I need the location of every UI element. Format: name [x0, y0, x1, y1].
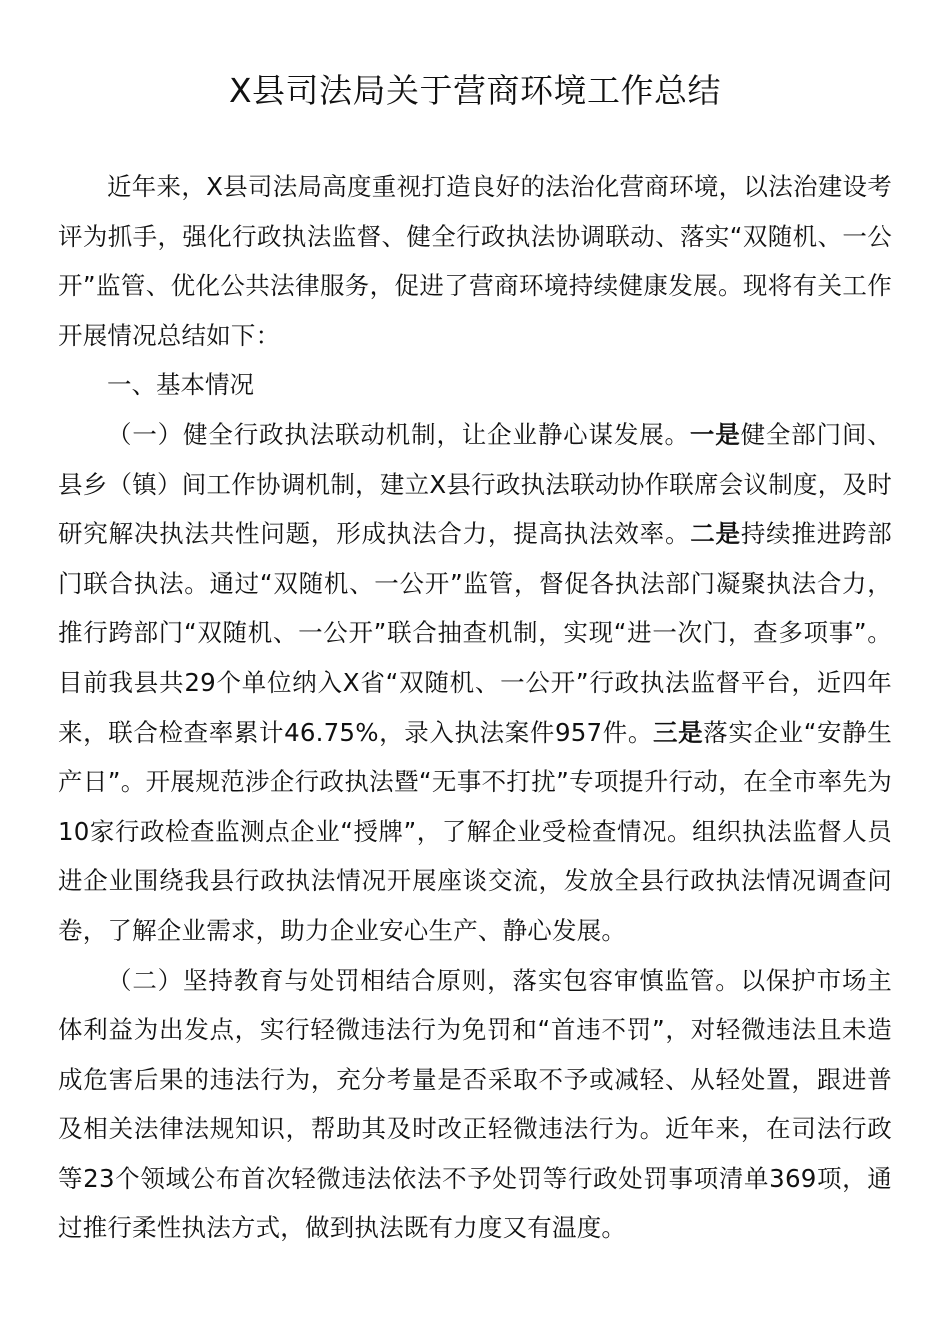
marker-second: 二是 — [690, 519, 741, 549]
paragraph-text-third: 落实企业“安静生产日”。开展规范涉企行政执法暨“无事不打扰”专项提升行动，在全市率先为10家行政检查监测点企业“授牌”，了解企业受检查情况。组织执法监督人员进企业围绕我县行政执法情况开展座谈交流，发放全县行政执法情况调查问卷，了解企业需求，助力企业安心生产、静心发展。 — [58, 717, 892, 945]
paragraph-lead: （一）健全行政执法联动机制，让企业静心谋发展。 — [107, 419, 690, 449]
paragraph-inclusive-supervision: （二）坚持教育与处罚相结合原则，落实包容审慎监管。以保护市场主体利益为出发点，实行轻微违法行为免罚和“首违不罚”，对轻微违法且未造成危害后果的违法行为，充分考量是否采取不予或减轻、从轻处置，跟进普及相关法律法规知识，帮助其及时改正轻微违法行为。近年来，在司法行政等23个领域公布首次轻微违法依法不予处罚等行政处罚事项清单369项，通过推行柔性执法方式，做到执法既有力度又有温度。 — [58, 965, 892, 1243]
document-body — [58, 162, 892, 1253]
section-heading-basic-situation: 一、基本情况 — [107, 370, 254, 400]
paragraph-text-second: 持续推进跨部门联合执法。通过“双随机、一公开”监管，督促各执法部门凝聚执法合力，推行跨部门“双随机、一公开”联合抽查机制，实现“进一次门，查多项事”。目前我县共29个单位纳入X省“双随机、一公开”行政执法监督平台，近四年来，联合检查率累计46.75%，录入执法案件957件。 — [58, 519, 893, 747]
document-title: X县司法局关于营商环境工作总结 — [228, 71, 722, 110]
intro-paragraph: 近年来，X县司法局高度重视打造良好的法治化营商环境，以法治建设考评为抓手，强化行政执法监督、健全行政执法协调联动、落实“双随机、一公开”监管、优化公共法律服务，促进了营商环境持续健康发展。现将有关工作开展情况总结如下： — [58, 172, 892, 350]
marker-first: 一是 — [689, 419, 741, 449]
paragraph-linkage-mechanism — [58, 410, 892, 956]
marker-third: 三是 — [653, 717, 704, 747]
paragraph-text-first: 健全部门间、县乡（镇）间工作协调机制，建立X县行政执法联动协作联席会议制度，及时研究解决执法共性问题，形成执法合力，提高执法效率。 — [58, 419, 892, 549]
